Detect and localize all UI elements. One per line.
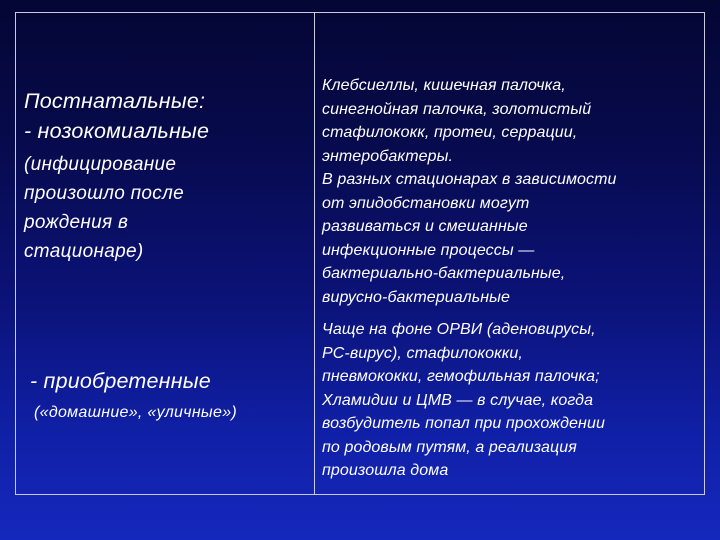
nosocomial-cell bbox=[24, 86, 309, 266]
acquired-label: - приобретенные bbox=[30, 369, 211, 393]
acquired-pathogens-text: Чаще на фоне ОРВИ (аденовирусы, РС-вирус), стафилококки, пневмококки, гемофильная палочка; Хламидии и ЦМВ — в случае, когда возбудитель попал при прохождении по родовым путям, а реализация произошла дома bbox=[322, 321, 605, 479]
acquired-cell bbox=[30, 366, 315, 424]
acquired-note: («домашние», «уличные») bbox=[34, 404, 238, 421]
postnatal-heading: Постнатальные: bbox=[24, 89, 206, 113]
nosocomial-note: (инфицирование произошло после рождения в стационаре) bbox=[24, 154, 184, 262]
nosocomial-pathogens-text: Клебсиеллы, кишечная палочка, синегнойная палочка, золотистый стафилококк, протеи, серрации, энтеробактеры. В разных стационарах в зависимости от эпидобстановки могут развиваться и смешанные инфекционные процессы — бактериально-бактериальные, вирусно-бактериальные bbox=[322, 77, 617, 306]
nosocomial-label: - нозокомиальные bbox=[24, 119, 210, 143]
